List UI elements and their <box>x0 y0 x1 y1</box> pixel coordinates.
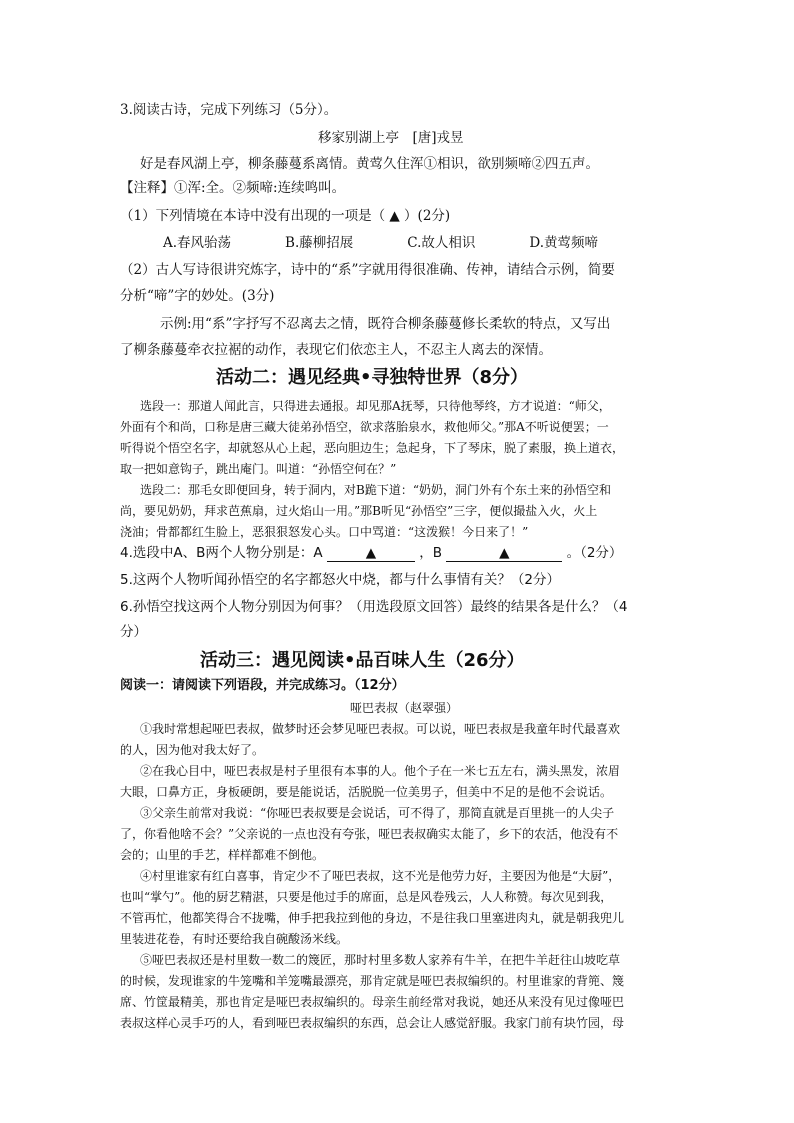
paragraph-line: 席、竹筐最精美，那也肯定是哑巴表叔编织的。母亲生前经常对我说，她还从来没有见过像哑巴 <box>120 995 625 1009</box>
paragraph-line: ⑤哑巴表叔还是村里数一数二的篾匠，那时村里多数人家养有牛羊，在把牛羊赶往山坡吃草 <box>140 953 621 967</box>
q3-title: 3.阅读古诗，完成下列练习（5分）。 <box>120 102 338 118</box>
paragraph-line: ④村里谁家有红白喜事，肯定少不了哑巴表叔，这不光是他劳力好，主要因为他是“大厨”， <box>140 869 621 883</box>
paragraph-line: 也叫“掌勺”。他的厨艺精湛，只要是他过手的席面，总是风卷残云，人人称赞。每次见到我， <box>120 890 613 904</box>
paragraph-line: 表叔这样心灵手巧的人，看到哑巴表叔编织的东西，总会让人感觉舒服。我家门前有块竹园，母 <box>120 1016 625 1030</box>
q4-blank-a[interactable]: ▲ <box>327 546 415 562</box>
q3-example-line1: 示例:用“系”字抒写不忍离去之情，既符合柳条藤蔓修长柔软的特点，又写出 <box>160 316 611 332</box>
paragraph-line: 的时候，发现谁家的牛笼嘴和羊笼嘴最漂亮，那肯定就是哑巴表叔编织的。村里谁家的背篼、篾 <box>120 974 625 988</box>
q6-line1: 6.孙悟空找这两个人物分别因为何事？（用选段原文回答）最终的结果各是什么？（4 <box>120 599 628 615</box>
paragraph-line: ②在我心目中，哑巴表叔是村子里很有本事的人。他个子在一米七五左右，满头黑发，浓眉 <box>140 764 621 778</box>
paragraph-line: ①我时常想起哑巴表叔，做梦时还会梦见哑巴表叔。可以说，哑巴表叔是我童年时代最喜欢 <box>140 722 621 736</box>
segment1-line1: 选段一：那道人闻此言，只得进去通报。却见那A抚琴，只待他琴终，方才说道：“师父， <box>140 399 611 413</box>
paragraph-line: 会的；山里的手艺，样样都难不倒他。 <box>120 848 325 862</box>
poem-line: 好是春风湖上亭，柳条藤蔓系离情。黄莺久住浑①相识，欲别频啼②四五声。 <box>140 156 599 172</box>
paragraph-line: 了，你看他啥不会？”父亲说的一点也没有夸张，哑巴表叔确实太能了，乡下的农活，他没有不 <box>120 827 619 841</box>
segment2-line2: 尚，要见奶奶，拜求芭蕉扇，过火焰山一用。”那B听见“孙悟空”三字，便似撮盐入火，火上 <box>120 504 598 518</box>
segment1-line4: 取一把如意钩子，跳出庵门。叫道：“孙悟空何在？” <box>120 462 397 476</box>
q3-sub2-line1: （2）古人写诗很讲究炼字，诗中的“系”字就用得很准确、传神，请结合示例，简要 <box>120 262 615 278</box>
q3-sub2-line2: 分析“啼”字的妙处。(3分) <box>120 288 275 304</box>
q5: 5.这两个人物听闻孙悟空的名字都怒火中烧，都与什么事情有关？（2分） <box>120 572 560 588</box>
q3-example-line2: 了柳条藤蔓牵衣拉裾的动作，表现它们依恋主人，不忍主人离去的深情。 <box>120 342 552 358</box>
paragraph-line: 的人，因为他对我太好了。 <box>120 743 265 757</box>
poem-note: 【注释】①浑:全。②频啼:连续鸣叫。 <box>120 180 346 196</box>
segment2-line1: 选段二：那毛女即便回身，转于洞内，对B跪下道：“奶奶，洞门外有个东土来的孙悟空和 <box>140 483 611 497</box>
segment1-line2: 外面有个和尚，口称是唐三藏大徒弟孙悟空，欲求落胎泉水，救他师父。”那A不听说便罢；一 <box>120 420 609 434</box>
q4 <box>120 543 622 563</box>
q4-prefix: 4.选段中A、B两个人物分别是：A <box>120 545 323 561</box>
paragraph-line: 里装进花卷，有时还要给我自碗酸汤米线。 <box>120 932 349 946</box>
q3-options: A.春风骀荡 B.藤柳招展 C.故人相识 D.黄莺频啼 <box>163 235 599 251</box>
reading1-instruction: 阅读一：请阅读下列语段，并完成练习。（12分） <box>120 678 405 693</box>
paragraph-line: ③父亲生前常对我说：“你哑巴表叔要是会说话，可不得了，那简直就是百里挑一的人尖子 <box>140 806 615 820</box>
activity2-heading: 活动二：遇见经典•寻独特世界（8分） <box>216 367 529 388</box>
q6-line2: 分） <box>120 624 147 640</box>
poem-title: 移家别湖上亭 [唐]戎昱 <box>318 130 464 146</box>
paragraph-line: 不管再忙，他都笑得合不拢嘴，伸手把我拉到他的身边，不是往我口里塞进肉丸，就是朝我兜儿 <box>120 911 625 925</box>
activity3-heading: 活动三：遇见阅读•品百味人生（26分） <box>200 650 525 671</box>
paragraph-line: 大眼，口鼻方正，身板硬朗，要是能说话，活脱脱一位美男子，但美中不足的是他不会说话。 <box>120 785 613 799</box>
segment2-line3: 浇油；骨都都红生脸上，恶狠狠怒发心头。口中骂道：“这泼猴！今日来了！” <box>120 525 529 539</box>
q4-mid: ，B <box>419 545 442 561</box>
q4-suffix: 。（2分） <box>566 545 623 561</box>
article-title: 哑巴表叔（赵翠强） <box>350 701 459 715</box>
q4-blank-b[interactable]: ▲ <box>446 546 562 562</box>
q3-sub1: （1）下列情境在本诗中没有出现的一项是（ ▲ ）(2分) <box>120 208 451 224</box>
segment1-line3: 听得说个悟空名字，却就怒从心上起，恶向胆边生；急起身，下了琴床，脱了素服，换上道衣， <box>120 441 625 455</box>
